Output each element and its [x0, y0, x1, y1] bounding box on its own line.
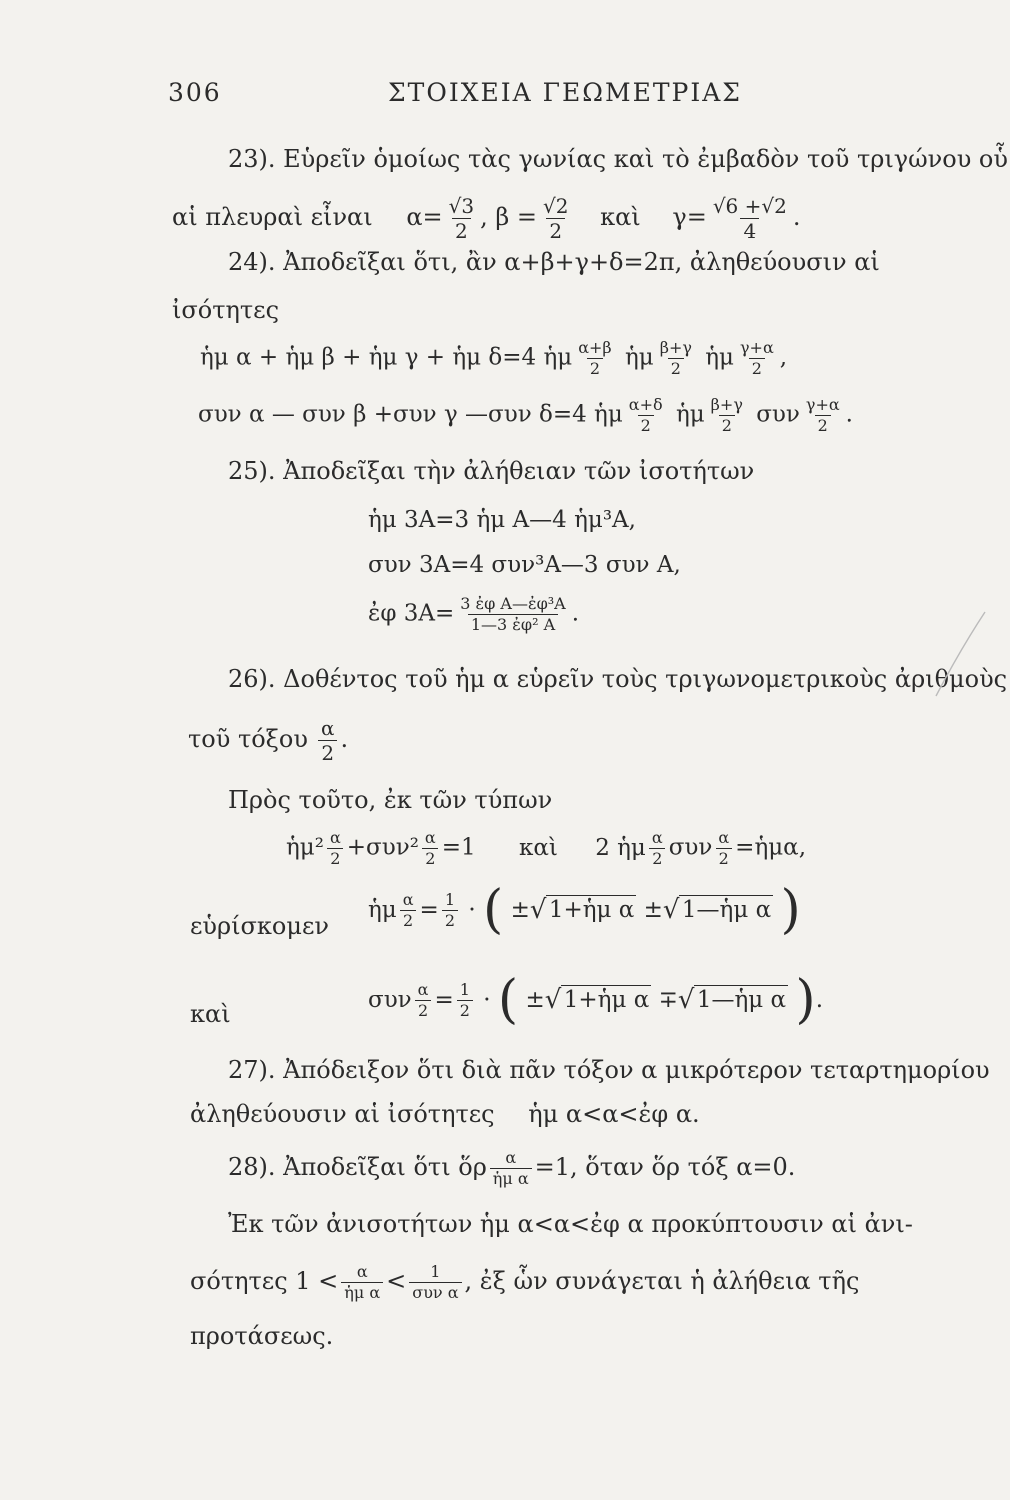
line-text: , ἐξ ὧν συνάγεται ἡ ἀλήθεια τῆς — [464, 1267, 860, 1295]
exercise-28-line2: Ἐκ τῶν ἀνισοτήτων ἡμ α<α<ἐφ α προκύπτουσιν αἱ ἀνι- — [228, 1210, 913, 1238]
margin-stroke-icon — [930, 610, 990, 700]
fraction: $\frac{1}{2}$ — [442, 892, 458, 929]
fraction: $\frac{\beta+\gamma}{2}$ — [659, 338, 692, 378]
eq-end: . — [571, 600, 580, 627]
line-text: 28). Ἀποδεῖξαι ὅτι ὅρ — [228, 1153, 487, 1181]
exercise-24-line2: ἰσότητες — [172, 296, 280, 324]
sides-lead: αἱ πλευραὶ εἶναι — [172, 203, 373, 231]
eq-term: ἡμ — [675, 401, 705, 428]
sqrt: √ 1+ἡμ α — [530, 897, 636, 923]
fraction: $\frac{\alpha+\beta}{2}$ — [578, 338, 612, 378]
exercise-26-line1: 26). Δοθέντος τοῦ ἡμ α εὑρεῖν τοὺς τριγωνομετρικοὺς ἀριθμοὺς — [228, 665, 1008, 693]
result-label-2: καὶ — [190, 1000, 231, 1028]
fraction: $\frac{\alpha}{2}$ — [415, 982, 432, 1019]
sign: ∓ — [658, 986, 678, 1013]
exercise-27-line1: 27). Ἀπόδειξον ὅτι διὰ πᾶν τόξον α μικρότερον τεταρτημορίου — [228, 1056, 990, 1084]
exercise-28-line4: προτάσεως. — [190, 1322, 334, 1350]
exercise-23-line1: 23). Εὑρεῖν ὁμοίως τὰς γωνίας καὶ τὸ ἐμβαδὸν τοῦ τριγώνου οὗ — [228, 145, 1008, 173]
fraction: $\frac{\alpha}{\text{ἡμ α}}$ — [341, 1264, 383, 1301]
exercise-28-line3 — [190, 1264, 859, 1301]
eq-term: ἡμ — [705, 344, 734, 371]
side-a-fraction: $\frac{√3}{2}$ — [448, 194, 475, 243]
exercise-28-line1 — [228, 1150, 795, 1187]
right-paren: ) — [780, 880, 801, 940]
fraction: $\frac{\beta+\gamma}{2}$ — [710, 395, 743, 435]
eq-end: . — [815, 986, 823, 1013]
exercise-26-line3: Πρὸς τοῦτο, ἐκ τῶν τύπων — [228, 786, 553, 814]
result-eq-1: ἡμ $\frac{\alpha}{2}$ = $\frac{1}{2}$ · ( ±√ 1+ἡμ α ±√ 1—ἡμ α ) — [368, 890, 801, 932]
sign: ± — [643, 896, 663, 923]
eq-lhs: ἐφ 3Α= — [368, 600, 455, 627]
fraction: $\frac{\alpha}{2}$ — [400, 892, 417, 929]
eq-lhs: ἡμ — [368, 896, 397, 923]
fraction: $\frac{\gamma+\alpha}{2}$ — [739, 338, 774, 378]
inequality: ἡμ α<α<ἐφ α. — [528, 1100, 700, 1128]
running-title: ΣΤΟΙΧΕΙΑ ΓΕΩΜΕΤΡΙΑΣ — [388, 78, 742, 107]
exercise-24-line1: 24). Ἀποδεῖξαι ὅτι, ἂν α+β+γ+δ=2π, ἀληθεύουσιν αἱ — [228, 248, 880, 276]
fraction: $\frac{\alpha+\delta}{2}$ — [628, 395, 663, 435]
line-text: σότητες 1 < — [190, 1267, 339, 1295]
kai-word: καὶ — [600, 203, 641, 231]
fraction: $\frac{1}{2}$ — [457, 982, 473, 1019]
fraction: $\frac{\alpha}{2}$ — [327, 830, 344, 867]
fraction: $\frac{\alpha}{2}$ — [318, 718, 338, 763]
side-b-fraction: $\frac{√2}{2}$ — [542, 194, 569, 243]
sign: ± — [525, 986, 545, 1013]
sqrt: √ 1—ἡμ α — [678, 987, 788, 1013]
fraction: $\frac{\text{3 ἐφ Α—ἐφ³Α}}{\text{1—3 ἐφ² Α}}$ — [460, 594, 566, 634]
eq-term: =1 — [441, 834, 476, 861]
line-text: =1, ὅταν ὅρ τόξ α=0. — [534, 1153, 796, 1181]
fraction: $\frac{\alpha}{2}$ — [422, 830, 439, 867]
eq-term: 2 ἡμ — [595, 834, 646, 861]
side-g-lhs: γ= — [672, 203, 707, 231]
exercise-24-eq2 — [198, 397, 853, 434]
eq-end: , — [779, 344, 788, 371]
left-paren: ( — [497, 970, 519, 1030]
fraction: $\frac{\gamma+\alpha}{2}$ — [805, 395, 840, 435]
line-text: ἀληθεύουσιν αἱ ἰσότητες — [190, 1100, 495, 1128]
kai-word: καὶ — [518, 834, 558, 861]
eq-end: . — [845, 401, 853, 428]
exercise-25-eq1: ἡμ 3Α=3 ἡμ Α—4 ἡμ³Α, — [368, 507, 636, 533]
side-b-lhs: , β = — [480, 203, 537, 231]
eq-lhs: συν — [368, 986, 412, 1013]
fraction: $\frac{1}{\text{συν α}}$ — [409, 1264, 461, 1301]
fraction: $\frac{\alpha}{2}$ — [649, 830, 666, 867]
equals: = — [419, 896, 439, 923]
exercise-24-eq1 — [200, 340, 787, 377]
exercise-26-line2 — [188, 718, 348, 763]
line-end: . — [340, 725, 349, 753]
eq-term: ἡμ² — [286, 834, 324, 861]
result-label-1: εὑρίσκομεν — [190, 912, 329, 940]
page-number: 306 — [168, 78, 222, 107]
fraction: $\frac{\alpha}{\text{ἡμ α}}$ — [490, 1150, 532, 1187]
eq-lhs: ἡμ α + ἡμ β + ἡμ γ + ἡμ δ=4 ἡμ — [200, 344, 573, 371]
equals: = — [434, 986, 454, 1013]
side-g-fraction: $\frac{√6 +√2}{4}$ — [712, 194, 787, 243]
exercise-23-line2 — [172, 196, 801, 241]
exercise-25-eq3 — [368, 596, 579, 633]
right-paren: ) — [795, 970, 816, 1030]
eq-term: συν — [668, 834, 713, 861]
eq-term: ἡμ — [624, 344, 654, 371]
exercise-25-eq2: συν 3Α=4 συν³Α—3 συν Α, — [368, 552, 681, 578]
fraction: $\frac{\alpha}{2}$ — [715, 830, 732, 867]
formulas-line — [286, 830, 806, 867]
sign: ± — [510, 896, 530, 923]
exercise-25-line1: 25). Ἀποδεῖξαι τὴν ἀλήθειαν τῶν ἰσοτήτων — [228, 457, 755, 485]
result-eq-2: συν $\frac{\alpha}{2}$ = $\frac{1}{2}$ · ( ±√ 1+ἡμ α ∓√ 1—ἡμ α ). — [368, 980, 823, 1022]
eq-term: +συν² — [346, 834, 419, 861]
eq-term: =ἡμα, — [735, 834, 807, 861]
left-paren: ( — [482, 880, 504, 940]
line-end: . — [792, 203, 801, 231]
eq-term: συν — [756, 401, 800, 428]
arc-lead: τοῦ τόξου — [188, 725, 308, 753]
side-a-lhs: α= — [406, 203, 443, 231]
exercise-27-line2 — [190, 1100, 700, 1128]
sqrt: √ 1+ἡμ α — [545, 987, 651, 1013]
eq-lhs: συν α — συν β +συν γ —συν δ=4 ἡμ — [198, 401, 623, 428]
less-than: < — [386, 1267, 407, 1295]
sqrt: √ 1—ἡμ α — [663, 897, 773, 923]
